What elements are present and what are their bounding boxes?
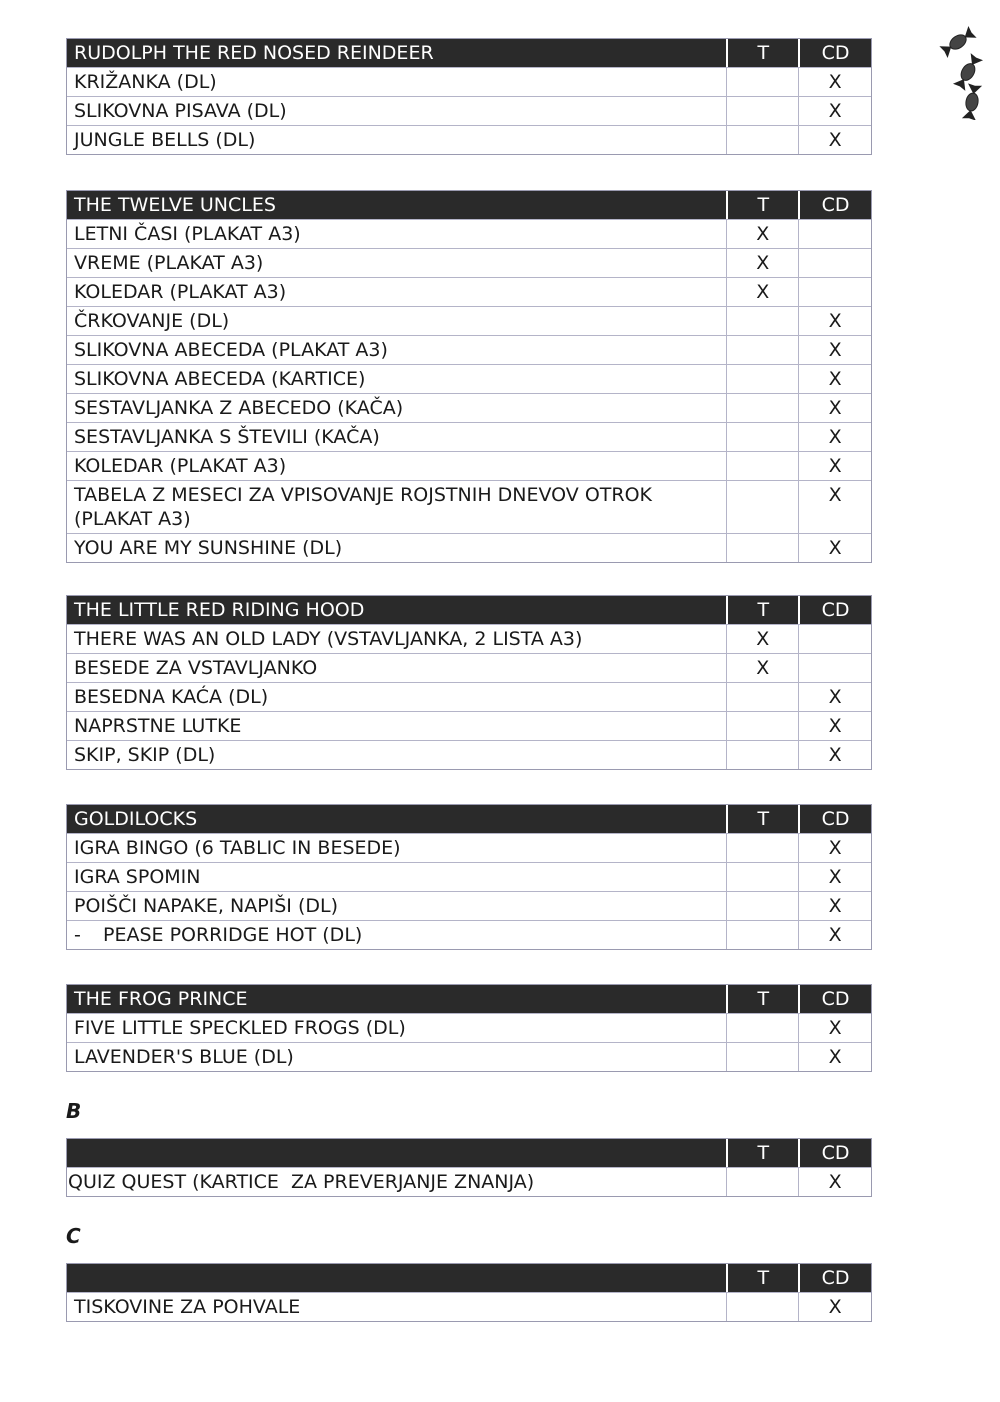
row-t-mark: X: [726, 249, 798, 277]
table-title: THE TWELVE UNCLES: [74, 194, 276, 216]
table-row: [67, 891, 871, 920]
table-row: [67, 682, 871, 711]
row-cd-mark: X: [798, 921, 871, 949]
row-label: SESTAVLJANKA S ŠTEVILI (KAČA): [74, 426, 380, 448]
table-row: [67, 1167, 871, 1196]
row-t-mark: [726, 423, 798, 451]
column-cd-header: CD: [798, 805, 871, 833]
row-cd-mark: X: [798, 481, 871, 533]
row-t-mark: X: [726, 220, 798, 248]
table-title: THE FROG PRINCE: [74, 988, 248, 1010]
row-cd-mark: X: [798, 365, 871, 393]
row-label: POIŠČI NAPAKE, NAPIŠI (DL): [74, 895, 338, 917]
row-label: SLIKOVNA ABECEDA (KARTICE): [74, 368, 366, 390]
table-row: [67, 422, 871, 451]
table-header: [67, 191, 871, 219]
table-row: [67, 624, 871, 653]
list-dash: -: [74, 924, 81, 946]
row-label: LETNI ČASI (PLAKAT A3): [74, 223, 301, 245]
row-label: NAPRSTNE LUTKE: [74, 715, 242, 737]
table-row: [67, 533, 871, 562]
row-label: BESEDNA KAĆA (DL): [74, 686, 269, 708]
row-cd-mark: X: [798, 452, 871, 480]
row-cd-mark: [798, 278, 871, 306]
row-t-mark: [726, 1168, 798, 1196]
row-t-mark: [726, 68, 798, 96]
row-t-mark: [726, 534, 798, 562]
row-cd-mark: [798, 654, 871, 682]
row-cd-mark: X: [798, 741, 871, 769]
row-label: VREME (PLAKAT A3): [74, 252, 264, 274]
row-cd-mark: X: [798, 68, 871, 96]
column-t-header: T: [726, 1139, 798, 1167]
table-row: [67, 711, 871, 740]
row-t-mark: [726, 683, 798, 711]
table-header: [67, 596, 871, 624]
row-t-mark: [726, 452, 798, 480]
row-t-mark: [726, 741, 798, 769]
row-cd-mark: X: [798, 126, 871, 154]
row-label: TISKOVINE ZA POHVALE: [74, 1296, 301, 1318]
table-row: [67, 125, 871, 154]
row-label: FIVE LITTLE SPECKLED FROGS (DL): [74, 1017, 406, 1039]
row-label: ČRKOVANJE (DL): [74, 310, 230, 332]
table-row: [67, 451, 871, 480]
table-row: [67, 480, 871, 533]
column-cd-header: CD: [798, 1264, 871, 1292]
table-row: [67, 920, 871, 949]
row-cd-mark: [798, 220, 871, 248]
row-cd-mark: [798, 625, 871, 653]
row-t-mark: [726, 97, 798, 125]
table-goldilocks: [66, 804, 872, 950]
column-t-header: T: [726, 805, 798, 833]
table-row: [67, 277, 871, 306]
row-cd-mark: X: [798, 683, 871, 711]
column-t-header: T: [726, 39, 798, 67]
table-title: THE LITTLE RED RIDING HOOD: [74, 599, 365, 621]
column-cd-header: CD: [798, 596, 871, 624]
row-cd-mark: X: [798, 892, 871, 920]
row-t-mark: [726, 126, 798, 154]
table-row: [67, 393, 871, 422]
column-cd-header: CD: [798, 1139, 871, 1167]
row-label: KRIŽANKA (DL): [74, 71, 217, 93]
row-t-mark: [726, 1043, 798, 1071]
row-t-mark: [726, 1014, 798, 1042]
row-cd-mark: X: [798, 834, 871, 862]
row-t-mark: [726, 892, 798, 920]
column-t-header: T: [726, 191, 798, 219]
table-row: [67, 364, 871, 393]
row-t-mark: [726, 365, 798, 393]
row-label: PEASE PORRIDGE HOT (DL): [103, 924, 363, 946]
table-title: [67, 1264, 726, 1292]
table-row: [67, 740, 871, 769]
candy-decoration-icon: [938, 20, 996, 120]
row-t-mark: [726, 834, 798, 862]
row-cd-mark: X: [798, 1043, 871, 1071]
column-t-header: T: [726, 1264, 798, 1292]
row-label: IGRA SPOMIN: [74, 866, 201, 888]
row-t-mark: [726, 921, 798, 949]
row-t-mark: X: [726, 625, 798, 653]
row-cd-mark: X: [798, 394, 871, 422]
table-row: [67, 219, 871, 248]
row-cd-mark: X: [798, 534, 871, 562]
section-letter-c: C: [66, 1224, 81, 1248]
row-t-mark: X: [726, 278, 798, 306]
row-cd-mark: X: [798, 336, 871, 364]
row-t-mark: [726, 336, 798, 364]
table-header: [67, 39, 871, 67]
row-label-container: [67, 921, 726, 949]
table-frog-prince: [66, 984, 872, 1072]
row-label: BESEDE ZA VSTAVLJANKO: [74, 657, 318, 679]
row-label: JUNGLE BELLS (DL): [74, 129, 256, 151]
row-label: TABELA Z MESECI ZA VPISOVANJE ROJSTNIH DNEVOV OTROK (PLAKAT A3): [74, 484, 653, 530]
row-label: LAVENDER'S BLUE (DL): [74, 1046, 294, 1068]
table-rudolph: [66, 38, 872, 155]
row-label: SLIKOVNA PISAVA (DL): [74, 100, 287, 122]
table-row: [67, 248, 871, 277]
table-title: RUDOLPH THE RED NOSED REINDEER: [74, 42, 434, 64]
row-t-mark: [726, 394, 798, 422]
table-little-red-riding-hood: [66, 595, 872, 770]
table-row: [67, 862, 871, 891]
row-t-mark: X: [726, 654, 798, 682]
column-cd-header: CD: [798, 985, 871, 1013]
row-cd-mark: X: [798, 1293, 871, 1321]
row-cd-mark: [798, 249, 871, 277]
column-t-header: T: [726, 596, 798, 624]
table-section-c: [66, 1263, 872, 1322]
row-cd-mark: X: [798, 1168, 871, 1196]
row-cd-mark: X: [798, 307, 871, 335]
column-t-header: T: [726, 985, 798, 1013]
table-row: [67, 67, 871, 96]
section-letter-b: B: [66, 1099, 82, 1123]
table-header: [67, 805, 871, 833]
row-cd-mark: X: [798, 97, 871, 125]
table-row: [67, 1042, 871, 1071]
table-title: [67, 1139, 726, 1167]
table-row: [67, 653, 871, 682]
table-header: [67, 985, 871, 1013]
table-row: [67, 1013, 871, 1042]
column-cd-header: CD: [798, 39, 871, 67]
table-header: [67, 1139, 871, 1167]
row-cd-mark: X: [798, 423, 871, 451]
row-label: QUIZ QUEST (KARTICE ZA PREVERJANJE ZNANJA): [68, 1171, 535, 1193]
row-label: KOLEDAR (PLAKAT A3): [74, 281, 287, 303]
table-header: [67, 1264, 871, 1292]
row-label: SKIP, SKIP (DL): [74, 744, 216, 766]
row-t-mark: [726, 307, 798, 335]
row-label: SESTAVLJANKA Z ABECEDO (KAČA): [74, 397, 404, 419]
row-label: SLIKOVNA ABECEDA (PLAKAT A3): [74, 339, 388, 361]
table-row: [67, 306, 871, 335]
row-t-mark: [726, 863, 798, 891]
row-cd-mark: X: [798, 1014, 871, 1042]
row-t-mark: [726, 1293, 798, 1321]
row-label: KOLEDAR (PLAKAT A3): [74, 455, 287, 477]
table-row: [67, 335, 871, 364]
table-title: GOLDILOCKS: [74, 808, 198, 830]
table-twelve-uncles: [66, 190, 872, 563]
row-label: THERE WAS AN OLD LADY (VSTAVLJANKA, 2 LISTA A3): [74, 628, 583, 650]
column-cd-header: CD: [798, 191, 871, 219]
table-row: [67, 833, 871, 862]
row-t-mark: [726, 481, 798, 533]
row-label: IGRA BINGO (6 TABLIC IN BESEDE): [74, 837, 401, 859]
table-section-b: [66, 1138, 872, 1197]
table-row: [67, 1292, 871, 1321]
row-t-mark: [726, 712, 798, 740]
row-label: YOU ARE MY SUNSHINE (DL): [74, 537, 343, 559]
table-row: [67, 96, 871, 125]
row-cd-mark: X: [798, 712, 871, 740]
row-cd-mark: X: [798, 863, 871, 891]
